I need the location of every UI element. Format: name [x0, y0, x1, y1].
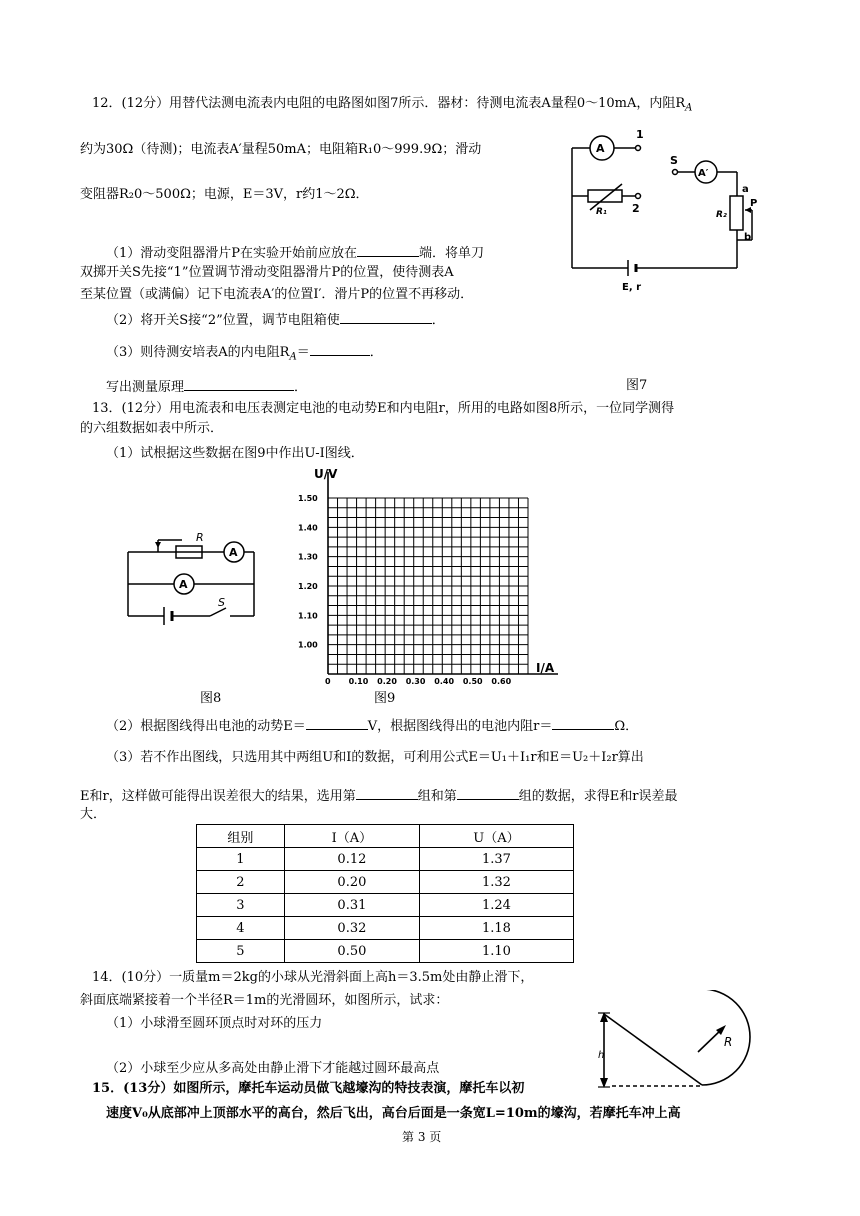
- fig8-caption: 图8: [200, 691, 222, 706]
- q12-line3: 变阻器R₂0～500Ω；电源，E＝3V，r约1～2Ω．: [80, 187, 369, 202]
- q13-line2: 的六组数据如表中所示．: [80, 421, 224, 436]
- fig7-R1-label: R₁: [596, 207, 607, 217]
- fig7-Aprime-label: A′: [698, 168, 709, 179]
- table-cell: 2: [197, 871, 285, 894]
- table-cell: 0.12: [284, 848, 419, 871]
- q12-step1b: 双掷开关S先接“1”位置调节滑动变阻器滑片P的位置，使待测表A: [80, 265, 454, 280]
- answer-blank[interactable]: [552, 717, 614, 730]
- fig7-b-label: b: [744, 232, 752, 243]
- q13-step3b: E和r，这样做可能得出误差很大的结果，选用第 组和第 组的数据，求得E和r误差最: [80, 789, 678, 804]
- x-tick-label: 0.10: [348, 677, 369, 686]
- q12-line1: 12．(12分）用替代法测电流表内电阻的电路图如图7所示．器材：待测电流表A量程0～10mA，内阻$R_A$: [92, 96, 693, 114]
- table-cell: 0.31: [284, 894, 419, 917]
- fig8-S-label: S: [218, 596, 225, 609]
- answer-blank[interactable]: [310, 343, 370, 356]
- table-cell: 5: [197, 940, 285, 963]
- q14-step2: （2）小球至少应从多高处由静止滑下才能越过圆环最高点: [106, 1061, 440, 1076]
- table-cell: 0.32: [284, 917, 419, 940]
- answer-blank[interactable]: [356, 787, 418, 800]
- fig9-caption: 图9: [374, 691, 396, 706]
- x-tick-label: 0.60: [491, 677, 512, 686]
- q14-h-label: h: [598, 1050, 605, 1061]
- graph-xlabel: I/A: [536, 661, 555, 675]
- table-row: [197, 940, 574, 963]
- table-header-cell: I（A）: [284, 825, 419, 848]
- fig7-R2-label: R₂: [716, 210, 727, 220]
- table-header-cell: U（A）: [419, 825, 573, 848]
- answer-blank[interactable]: [340, 311, 432, 324]
- table-cell: 1.32: [419, 871, 573, 894]
- q12-step1c: 至某位置（或满偏）记下电流表A′的位置I′．滑片P的位置不再移动．: [80, 287, 474, 302]
- q13-step3a: （3）若不作出图线，只选用其中两组U和I的数据，可利用公式E＝U₁＋I₁r和E＝U₂＋I₂r算出: [106, 750, 644, 765]
- q14-line1: 14．(10分）一质量m＝2kg的小球从光滑斜面上高h＝3.5m处由静止滑下，: [92, 970, 534, 985]
- q12-step2: （2）将开关S接“2”位置，调节电阻箱使 ．: [106, 313, 445, 328]
- fig7-2-label: 2: [632, 202, 640, 215]
- answer-blank[interactable]: [184, 378, 294, 391]
- table-cell: 1.24: [419, 894, 573, 917]
- x-tick-label: 0.50: [462, 677, 483, 686]
- q14-incline-loop-diagram: [590, 990, 780, 1096]
- answer-blank[interactable]: [306, 717, 368, 730]
- table-cell: 1.18: [419, 917, 573, 940]
- fig8-R-label: R: [196, 531, 204, 544]
- table-row: [197, 848, 574, 871]
- table-cell: 0.20: [284, 871, 419, 894]
- table-cell: 0.50: [284, 940, 419, 963]
- table-row: [197, 871, 574, 894]
- x-tick-label: 0: [325, 677, 331, 686]
- q13-line1: 13．(12分）用电流表和电压表测定电池的电动势E和内电阻r，所用的电路如图8所示，一位同学测得: [92, 401, 675, 416]
- fig7-P-label: P: [750, 198, 758, 209]
- fig7-A-label: A: [596, 142, 605, 155]
- table-cell: 1.37: [419, 848, 573, 871]
- q12-line2: 约为30Ω（待测)；电流表A′量程50mA；电阻箱R₁0～999.9Ω；滑动: [80, 142, 482, 157]
- fig7-1-label: 1: [636, 128, 644, 141]
- q15-line2: 速度V₀从底部冲上顶部水平的高台，然后飞出，高台后面是一条宽L=10m的壕沟，若摩托车冲上高: [106, 1106, 681, 1121]
- fig7-circuit-diagram: [560, 120, 760, 300]
- table-header-row: [197, 825, 574, 848]
- table-row: [197, 894, 574, 917]
- table-row: [197, 917, 574, 940]
- graph-ylabel: U/V: [314, 467, 338, 481]
- q12-step3: （3）则待测安培表A的内电阻$R_A=$ ．: [106, 345, 383, 363]
- y-tick-label: 1.10: [298, 611, 318, 621]
- x-tick-label: 0.20: [377, 677, 397, 686]
- q14-line2: 斜面底端紧接着一个半径R＝1m的光滑圆环，如图所示，试求：: [80, 993, 449, 1008]
- y-tick-label: 1.20: [298, 582, 318, 591]
- fig7-a-label: a: [742, 184, 749, 195]
- answer-blank[interactable]: [357, 244, 419, 257]
- q15-line1: 15．(13分）如图所示，摩托车运动员做飞越壕沟的特技表演，摩托车以初: [92, 1081, 525, 1096]
- q13-step3e: 大．: [80, 807, 107, 822]
- q14-step1: （1）小球滑至圆环顶点时对环的压力: [106, 1016, 323, 1031]
- y-tick-label: 1.50: [298, 494, 318, 503]
- fig9-ui-graph-grid: [296, 464, 566, 692]
- fig8-circuit-diagram: [120, 528, 270, 628]
- q13-step2: （2）根据图线得出电池的动势E＝ V，根据图线得出的电池内阻r＝ Ω．: [106, 719, 639, 734]
- fig7-Er-label: E, r: [622, 282, 642, 293]
- q12-principle: 写出测量原理 ．: [106, 380, 308, 395]
- y-tick-label: 1.00: [298, 640, 318, 650]
- x-tick-label: 0.40: [434, 677, 455, 686]
- x-tick-label: 0.30: [405, 677, 426, 686]
- q13-step1: （1）试根据这些数据在图9中作出U-I图线．: [106, 446, 364, 461]
- table-cell: 3: [197, 894, 285, 917]
- y-tick-label: 1.30: [298, 552, 318, 562]
- table-cell: 4: [197, 917, 285, 940]
- fig7-caption: 图7: [626, 378, 648, 393]
- q14-R-label: R: [724, 1035, 733, 1049]
- answer-blank[interactable]: [457, 787, 519, 800]
- y-tick-label: 1.40: [298, 523, 318, 533]
- page-footer: 第 3 页: [402, 1130, 442, 1144]
- fig8-A2-label: A: [179, 578, 188, 591]
- fig8-A1-label: A: [229, 546, 238, 559]
- table-cell: 1.10: [419, 940, 573, 963]
- table-cell: 1: [197, 848, 285, 871]
- q12-step1a: （1）滑动变阻器滑片P在实验开始前应放在 端．将单刀: [106, 246, 485, 261]
- table-header-cell: 组别: [197, 825, 285, 848]
- q13-data-table: [196, 824, 574, 963]
- fig7-S-label: S: [670, 154, 678, 167]
